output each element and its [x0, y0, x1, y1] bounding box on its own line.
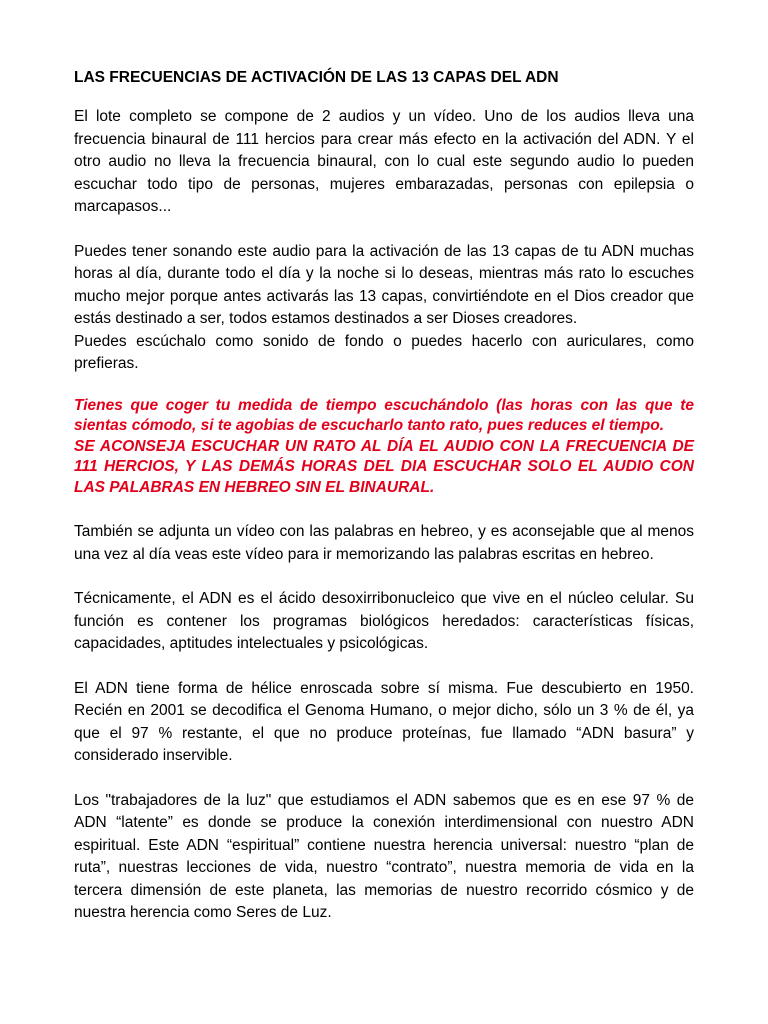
document-title: LAS FRECUENCIAS DE ACTIVACIÓN DE LAS 13 CAPAS DEL ADN	[74, 69, 559, 86]
paragraph-lote: El lote completo se compone de 2 audios y un vídeo. Uno de los audios lleva una frecuencia binaural de 111 hercios para crear más efecto en la activación del ADN. Y el otro audio no lleva la frecuencia binaural, con lo cual este segundo audio lo pueden escuchar todo tipo de personas, mujeres embarazadas, personas con epilepsia o marcapasos...	[74, 108, 694, 215]
paragraph-sonando-main: Puedes tener sonando este audio para la activación de las 13 capas de tu ADN muchas horas al día, durante todo el día y la noche si lo deseas, mientras más rato lo escuches mucho mejor porque antes activarás las 13 capas, convirtiéndote en el Dios creador que estás destinado a ser, todos estamos destinados a ser Dioses creadores.	[74, 242, 694, 327]
advice-italic: Tienes que coger tu medida de tiempo escuchándolo (las horas con las que te sientas cómodo, si te agobias de escucharlo tanto rato, pues reduces el tiempo.	[74, 396, 694, 434]
paragraph-tecnicamente: Técnicamente, el ADN es el ácido desoxirribonucleico que vive en el núcleo celular. Su función es contener los programas biológicos heredados: características físicas, capacidades, aptitudes intelectuales y psicológicas.	[74, 590, 694, 652]
paragraph-trabajadores: Los "trabajadores de la luz" que estudiamos el ADN sabemos que es en ese 97 % de ADN “latente” es donde se produce la conexión interdimensional con nuestro ADN espiritual. Este ADN “espiritual” contiene nuestra herencia universal: nuestro “plan de ruta”, nuestras lecciones de vida, nuestro “contrato”, nuestra memoria de vida en la tercera dimensión de este planeta, las memorias de nuestro recorrido cósmico y de nuestra herencia como Seres de Luz.	[74, 791, 694, 921]
advice-uppercase: SE ACONSEJA ESCUCHAR UN RATO AL DÍA EL AUDIO CON LA FRECUENCIA DE 111 HERCIOS, Y LAS DEMÁS HORAS DEL DIA ESCUCHAR SOLO EL AUDIO CON LAS PALABRAS EN HEBREO SIN EL BINAURAL.	[74, 437, 694, 496]
paragraph-video: También se adjunta un vídeo con las palabras en hebreo, y es aconsejable que al menos una vez al día veas este vídeo para ir memorizando las palabras escritas en hebreo.	[74, 523, 694, 563]
paragraph-sonando-fondo: Puedes escúchalo como sonido de fondo o puedes hacerlo con auriculares, como prefieras.	[74, 332, 694, 372]
highlighted-advice	[74, 396, 694, 499]
paragraph-sonando	[74, 241, 694, 376]
paragraph-helice: El ADN tiene forma de hélice enroscada sobre sí misma. Fue descubierto en 1950. Recién en 2001 se decodifica el Genoma Humano, o mejor dicho, sólo un 3 % de él, ya que el 97 % restante, el que no produce proteínas, fue llamado “ADN basura” y considerado inservible.	[74, 679, 694, 764]
